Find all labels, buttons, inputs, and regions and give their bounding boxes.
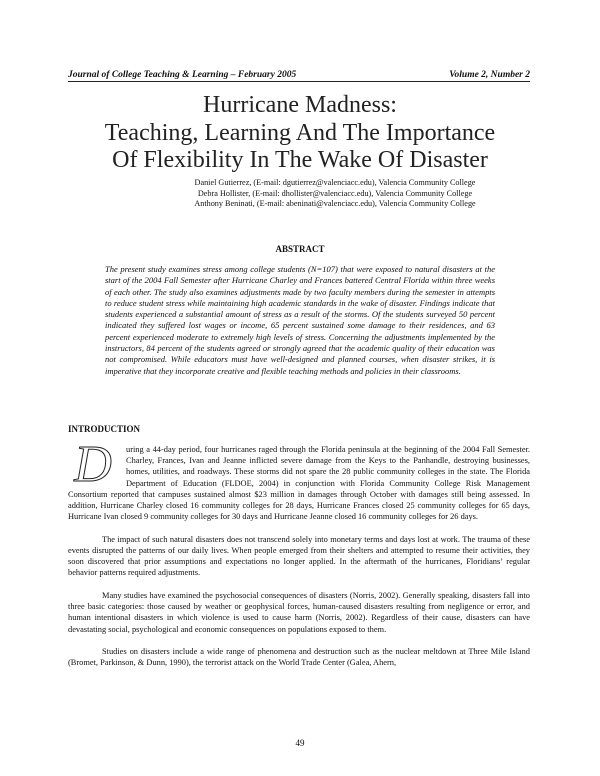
paragraph: Many studies have examined the psychosocial consequences of disasters (Norris, 2002). Generally speaking, disasters fall into three basic categories: those caused by weather or geophysical forces, human-caused disasters resulting from negligence or error, and human intentional disasters in which violence is used to cause harm (Norris, 2002). Regardless of their cause, disasters can have devastating social, psychological and economic consequences on populations exposed to them. (68, 591, 530, 634)
page-number: 49 (295, 738, 305, 748)
abstract-text: The present study examines stress among college students (N=107) that were exposed to natural disasters at the start of the 2004 Fall Semester after Hurricane Charley and Frances battered Central Florida within three weeks of each other. The study also examines adjustments made by two faculty members during the semester in attempts to reduce student stress while maintaining high academic standards in the wake of disaster. Findings indicate that students experienced a substantial amount of stress as a result of the storms. Of the students surveyed 50 percent indicated they suffered lost wages or income, 65 percent sustained some damage to their residences, and 63 percent experienced moderate to extremely high levels of stress. Concerning the adjustments implemented by the instructors, 84 percent of the students agreed or strongly agreed that the academic quality of their education was not compromised. While educators must have well-designed and planned courses, when disaster strikes, it is imperative that they incorporate creative and flexible teaching methods and policies in their classrooms. (105, 264, 495, 376)
title-line: Of Flexibility In The Wake Of Disaster (112, 147, 488, 173)
title-line: Hurricane Madness: (203, 92, 397, 118)
paragraph (68, 436, 530, 522)
abstract-heading: ABSTRACT (275, 244, 325, 254)
journal-name: Journal of College Teaching & Learning – February 2005 (68, 70, 297, 80)
section-heading: INTRODUCTION (68, 424, 141, 434)
paragraph: The impact of such natural disasters does not transcend solely into monetary terms and days lost at work. The trauma of these events disrupted the patterns of our daily lives. When people emerged from their shelters and attempted to resume their activities, they soon discovered that prior assumptions and expectations no longer applied. In the aftermath of the hurricanes, Floridians’ regular behavior patterns required adjustments. (68, 534, 530, 578)
body-text (68, 436, 530, 680)
paragraph-text: uring a 44-day period, four hurricanes raged through the Florida peninsula at the beginning of the 2004 Fall Semester. Charley, Frances, Ivan and Jeanne inflicted severe damage from the Keys to the Panhandle, destroying businesses, homes, utilities, and roadways. These storms did not spare the 28 public community colleges in the state. The Florida Department of Education (FLDOE, 2004) in conjunction with Florida Community College Risk Management Consortium reported that campuses sustained almost $23 million in damages through October with damages still being assessed. In addition, Hurricane Charley closed 16 community colleges for 28 days, Hurricane Frances closed 25 community colleges for 65 days, Hurricane Ivan closed 9 community colleges for 30 days and Hurricane Jeanne closed 16 community colleges for 26 days. (68, 445, 530, 522)
drop-cap: D (74, 436, 112, 493)
volume-number: Volume 2, Number 2 (449, 70, 530, 80)
running-header (68, 70, 530, 82)
author-line: Daniel Gutierrez, (E-mail: dgutierrez@valenciacc.edu), Valencia Community College (194, 178, 476, 187)
paper-title (50, 92, 550, 175)
author-line: Anthony Beninati, (E-mail: abeninati@valenciacc.edu), Valencia Community College (194, 199, 476, 208)
title-line: Teaching, Learning And The Importance (104, 119, 496, 146)
author-line: Debra Hollister, (E-mail: dhollister@valenciacc.edu), Valencia Community College (197, 188, 473, 198)
author-list (130, 178, 540, 210)
paragraph: Studies on disasters include a wide range of phenomena and destruction such as the nuclear meltdown at Three Mile Island (Bromet, Parkinson, & Dunn, 1990), the terrorist attack on the World Trade Center (Galea, Ahern, (68, 647, 530, 668)
